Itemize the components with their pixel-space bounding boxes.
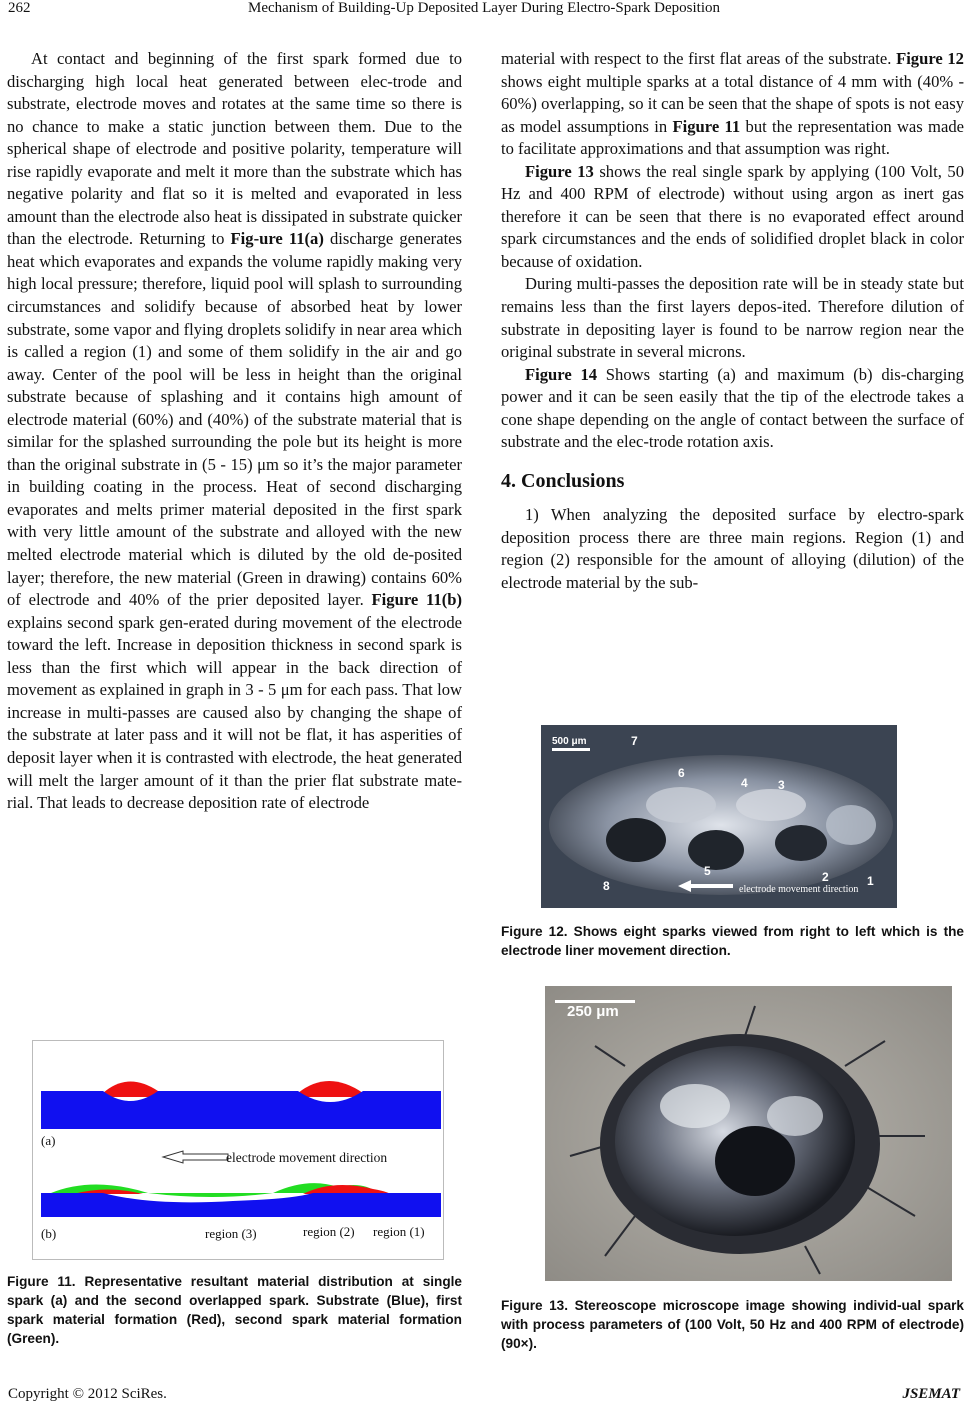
scale-bar-12: [552, 748, 590, 751]
substrate-a: [41, 1091, 441, 1129]
section-heading: 4. Conclusions: [501, 469, 625, 492]
substrate-b: [41, 1193, 441, 1217]
spark-number: 5: [704, 864, 711, 878]
figure-13-caption: Figure 13. Stereoscope microscope image showing individ-ual spark with process parameters of (100 Volt, 50 Hz and 400 RPM of electrode) (90×).: [501, 1298, 964, 1351]
label-b: (b): [41, 1226, 57, 1241]
region-1-label: region (1): [373, 1224, 425, 1239]
running-title: Mechanism of Building-Up Deposited Layer During Electro-Spark Deposition: [248, 0, 720, 16]
left-column: [7, 48, 462, 815]
figure-11-caption: Figure 11. Representative resultant material distribution at single spark (a) and the second overlapped spark. Substrate (Blue), first spark material formation (Red), second spark material formation (Green).: [7, 1274, 462, 1346]
journal-name: JSEMAT: [902, 1386, 960, 1402]
figure-11-svg: [33, 1041, 443, 1259]
body-paragraph: 1) When analyzing the deposited surface by electro-spark deposition process there are three main regions. Region (1) and region (2) responsible for the amount of alloying (dilution) of the electrode material by the sub-: [501, 505, 964, 593]
page-footer: [8, 1386, 960, 1403]
arrow-label-12: electrode movement direction: [739, 884, 859, 895]
arrow-label-a: electrode movement direction: [226, 1150, 388, 1165]
scale-label-12: 500 μm: [552, 736, 587, 747]
scale-label-13: 250 μm: [567, 1003, 619, 1020]
movement-arrow: [163, 1151, 228, 1163]
body-paragraph: Figure 14 Shows starting (a) and maximum (b) dis-charging power and it can be seen easily that the tip of the electrode takes a cone shape depending on the angle of contact between the surface of substrate and the elec-trode rotation axis.: [501, 364, 964, 452]
body-paragraph: material with respect to the first flat areas of the substrate. Figure 12 shows eight multiple sparks at a total distance of 4 mm with (40% - 60%) overlapping, so it can be seen that the shape of spots is not easy as model assumptions in Figure 11 but the representation was made to facilitate approximations and that assumption was right.: [501, 49, 964, 159]
figure-13-photo: [545, 986, 952, 1281]
spark-number: 4: [741, 776, 748, 790]
running-header: [0, 0, 968, 30]
spark-number: 8: [603, 879, 610, 893]
figure-12-svg: [541, 725, 897, 908]
figure-reference: Figure 11: [672, 116, 741, 136]
spark-number: 1: [867, 874, 874, 888]
body-paragraph: Figure 13 shows the real single spark by applying (100 Volt, 50 Hz and 400 RPM of electrode) without using argon as inert gas therefore it can be seen that there is no evaporated effect around spark circumstances and the ends of solidified droplet black in color because of oxidation.: [501, 161, 964, 271]
figure-12-photo: [541, 725, 897, 908]
figure-reference: Figure 11(b): [371, 590, 462, 610]
figure-11-diagram: [32, 1040, 444, 1260]
body-paragraph: During multi-passes the deposition rate will be in steady state but remains less than the first layers depos-ited. Therefore dilution of substrate in depositing layer is found to be narrow region near the original substrate in several microns.: [501, 274, 964, 362]
label-a: (a): [41, 1133, 56, 1148]
scale-bar-13: [555, 1000, 635, 1003]
copyright-text: Copyright © 2012 SciRes.: [8, 1386, 167, 1402]
figure-reference: Figure 14: [525, 364, 598, 384]
figure-reference: Figure 13: [525, 161, 594, 181]
region-2-label: region (2): [303, 1224, 355, 1239]
figure-reference: Fig-ure 11(a): [230, 229, 324, 249]
figure-reference: Figure 12: [896, 49, 964, 68]
spark-number: 3: [778, 778, 785, 792]
page-number: 262: [8, 0, 31, 16]
spark-number: 7: [631, 734, 638, 748]
region-3-label: region (3): [205, 1226, 257, 1241]
first-spark-deposit-a2: [298, 1081, 363, 1097]
figure-12-caption: Figure 12. Shows eight sparks viewed from right to left which is the electrode liner movement direction.: [501, 924, 964, 958]
first-spark-deposit-a: [103, 1081, 158, 1097]
figure-13-svg: [545, 986, 952, 1281]
spark-number: 2: [822, 870, 829, 884]
spark-number: 6: [678, 766, 685, 780]
right-column: [501, 48, 964, 595]
body-paragraph: At contact and beginning of the first spark formed due to discharging high local heat generated between elec-trode and substrate, electrode moves and rotates at the same time so there is no chance to make a static junction between them. Due to the spherical shape of electrode and positive polarity, temperature will rise rapidly evaporate and melt it more than the substrate which has negative polarity and flat so it is melted and evaporated in less amount than the electrode also heat is dissipated in substrate quicker than the electrode. Returning to Fig-ure 11(a) discharge generates heat which evaporates and expands the volume rapidly making very high local pressure; therefore, liquid pool will splash to surrounding circumstances and solidify because of absorbed heat by lower substrate, some vapor and flying droplets solidify in near area which is called a region (1) and some of them solidify in the air and go away. Center of the pool will be less in height than the original substrate because of splashing and it contains high amount of electrode material (60%) and (40%) of the substrate material that is similar for the splashed surrounding the pole but its height is more than the original substrate in (5 - 15) μm so it’s the major parameter in building coating in the process. Heat of second discharging evaporates and melts primer material deposited in the first spark with very little amount of the substrate and alloyed with the new melted electrode material which is diluted by the old de-posited layer; therefore, the new material (Green in drawing) contains 60% of electrode and 40% of the prier deposited layer. Figure 11(b) explains second spark gen-erated during movement of the electrode toward the left. Increase in deposition thickness in second spark is less than the first which will appear in the back direction of movement as explained in graph in 3 - 5 μm for each pass. That low increase in multi-passes are caused also by changing the shape of the substrate at later pass and it will not be flat, it has asperities of deposit layer when it is contrasted with electrode, the heat generated will melt the larger amount of it than the prier flat substrate mate-rial. That leads to decrease deposition rate of electrode: [7, 49, 463, 813]
